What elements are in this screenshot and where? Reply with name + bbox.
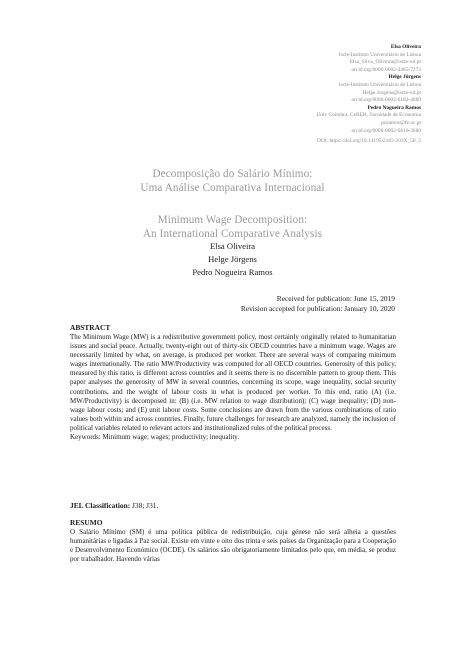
abstract-heading: ABSTRACT: [70, 323, 111, 332]
affiliation-email[interactable]: Helge.Jorgens@iscte-iul.pt: [362, 89, 421, 96]
title-english: [0, 214, 465, 241]
doi-link[interactable]: DOI: https://doi.org/10.14195/2183-203X_50_5: [317, 138, 421, 145]
affiliation-institution: Univ Coimbra, CeBER, Faculdade de Economia: [316, 112, 421, 119]
affiliation-email[interactable]: pnramos@fe.uc.pt: [381, 119, 421, 126]
abstract-section: [70, 323, 396, 443]
received-date: Received for publication: June 15, 2019: [276, 294, 395, 303]
affiliation-orcid[interactable]: orcid.org/0000-0002-6616-3689: [351, 127, 421, 134]
abstract-text: The Minimum Wage (MW) is a redistributive government policy, most certainly originally related to humanitarian issues and social peace. Actually, twenty-eight out of thirty-six OECD countries have a minimum wage. Wages are necessarily limited by what, on average, is produced per worker. There are several ways of comparing minimum wages internationally. The ratio MW/Productivity was computed for all OECD countries. Generosity of this policy, measured by this ratio, is different across countries and it seems there is no discernible pattern to group them. This paper analyses the generosity of MW in several countries, concerning its scope, wage inequality, social security contributions, and the weight of labour costs in what is produced per worker. To this end, ratio (A) (i.e. MW/Productivity) is decomposed in: (B) (i.e. MW relation to wage distribution); (C) wage inequality; (D) non-wage labour costs; and (E) unit labour costs. Some conclusions are drawn from the various combinations of ratio values both within and across countries. Finally, future challenges for research are analyzed, namely the inclusion of political variables related to relevant actors and institutionalized rules of the political process.: [70, 332, 396, 433]
affiliation-orcid[interactable]: orcid.org/0000-0002-4485-7273: [351, 66, 421, 73]
affiliation-institution: Iscte-Instituto Universitário de Lisboa: [338, 51, 421, 58]
affiliation-block-2: [181, 74, 421, 104]
affiliation-name: Elsa Oliveira: [390, 44, 421, 50]
affiliation-block-3: [181, 105, 421, 135]
title-line: Decomposição do Salário Mínimo:: [152, 168, 313, 180]
title-line: Minimum Wage Decomposition:: [157, 214, 308, 226]
affiliation-name: Helge Jörgens: [388, 74, 421, 81]
resumo-heading: RESUMO: [70, 518, 103, 527]
title-line: An International Comparative Analysis: [142, 227, 323, 240]
publication-dates: [241, 294, 395, 314]
revision-date: Revision accepted for publication: January 10, 2020: [240, 304, 395, 313]
author-name: Elsa Oliveira: [209, 241, 256, 251]
affiliation-name: Pedro Nogueira Ramos: [367, 104, 421, 111]
author-name: Pedro Nogueira Ramos: [192, 267, 273, 277]
affiliation-orcid[interactable]: orcid.org/0000-0002-6182-4089: [351, 97, 421, 104]
author-list: [0, 240, 465, 279]
resumo-text: O Salário Mínimo (SM) é uma política pública de redistribuição, cuja génese não será alheia a questões humanitárias e ligadas à Paz social. Existe em vinte e oito dos trinta e seis países da Organização para a Cooperação e Desenvolvimento Económico (OCDE). Os salários são obrigatoriamente limitados pelo que, em média, se produz por trabalhador. Havendo várias: [70, 527, 396, 564]
jel-label: JEL Classification:: [70, 501, 131, 510]
resumo-section: [70, 518, 396, 564]
affiliation-institution: Iscte-Instituto Universitário de Lisboa: [338, 81, 421, 88]
jel-classification: [70, 501, 396, 510]
affiliation-block-1: [181, 44, 421, 74]
affiliation-email[interactable]: Elsa_Silva_Oliveira@iscte-iul.pt: [349, 59, 421, 66]
author-name: Helge Jörgens: [208, 254, 257, 264]
jel-codes: J38; J31.: [130, 501, 159, 510]
title-portuguese: [0, 168, 465, 195]
paper-titles: [0, 168, 465, 241]
author-affiliations: [181, 44, 421, 146]
keywords: Keywords: Minimum wage; wages; productivity; inequality.: [70, 433, 240, 442]
title-line: Uma Análise Comparativa Internacional: [140, 181, 325, 194]
